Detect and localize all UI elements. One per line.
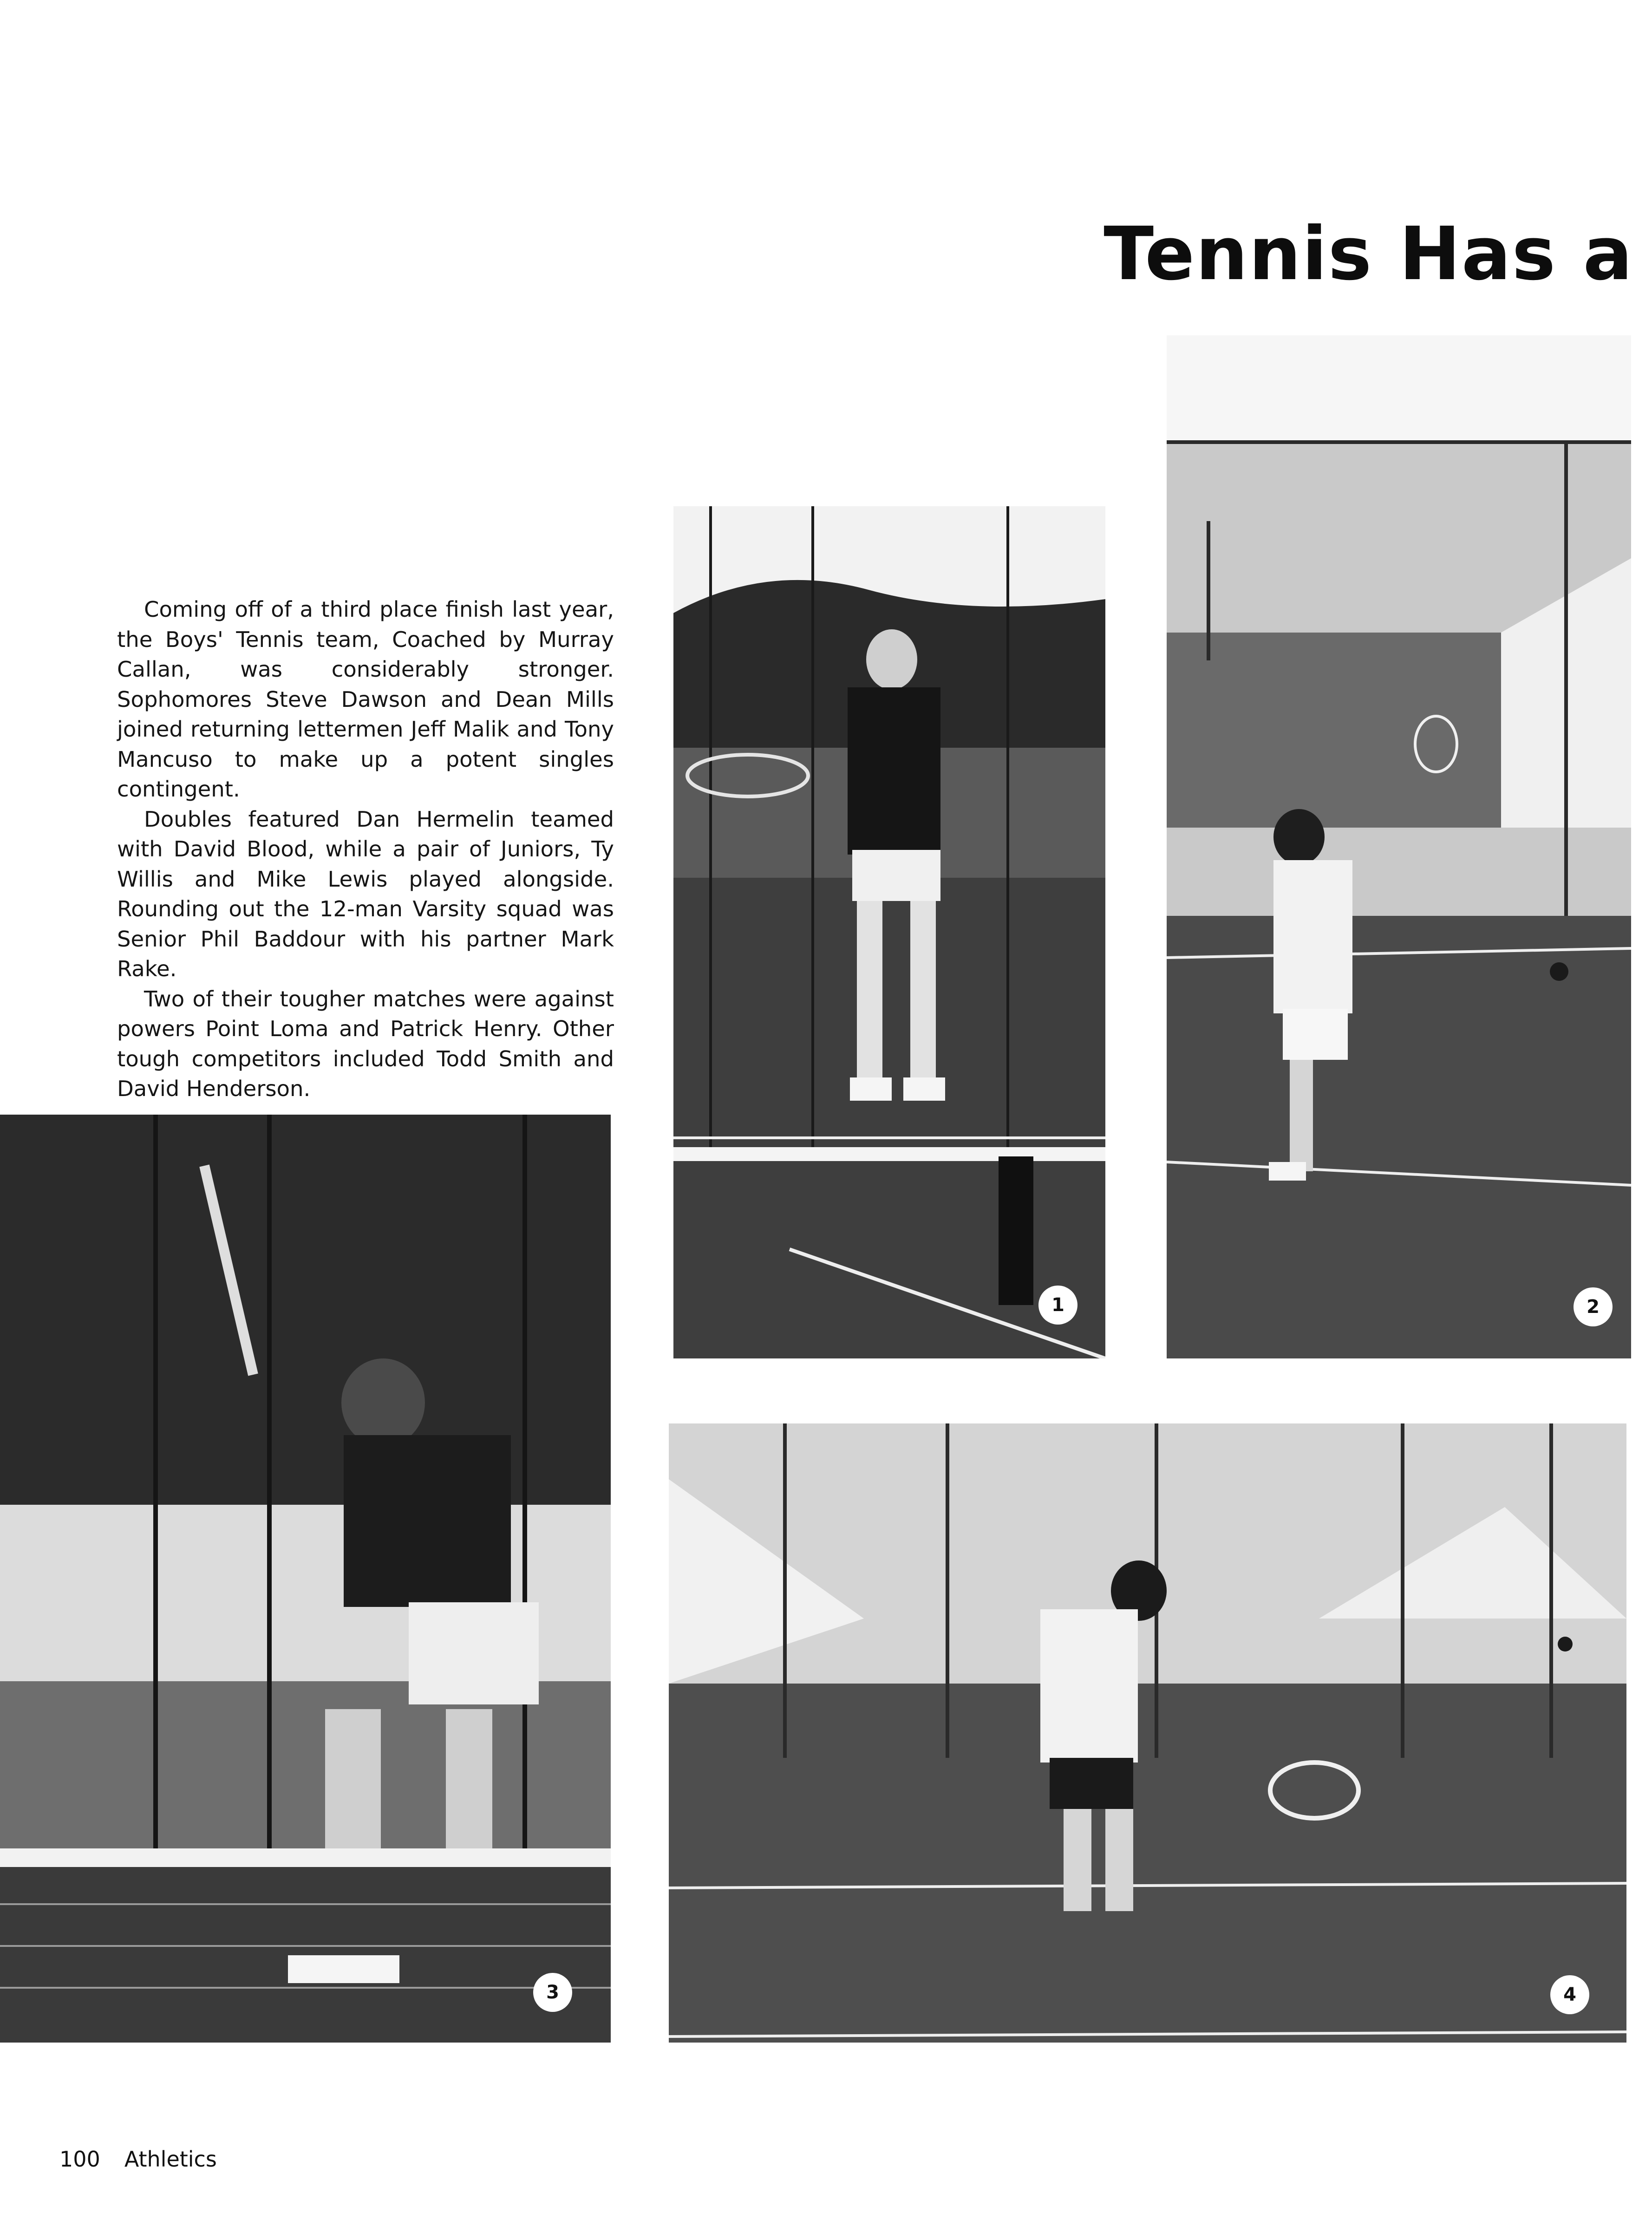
photo-number-badge: 1 [1038,1286,1077,1325]
paragraph: Doubles featured Dan Hermelin teamed with David Blood, while a pair of Juniors, Ty Willis and Mike Lewis played alongside. Rounding out the 12-man Varsity squad was Senior Phil Baddour with his partner Mark Rake. [117,806,614,981]
photo-2 [1167,335,1631,1358]
photo-number-badge: 2 [1574,1287,1613,1326]
article-body [117,594,614,1104]
photo-number-badge: 4 [1550,1975,1589,2014]
paragraph: Two of their tougher matches were against powers Point Loma and Patrick Henry. Other tough competitors included Todd Smith and David Henderson. [117,986,614,1101]
page-footer [59,2147,241,2172]
photo-2-image [1167,335,1631,1358]
photo-number-badge: 3 [533,1973,572,2012]
paragraph: Coming off of a third place finish last year, the Boys' Tennis team, Coached by Murray Callan, was considerably stronger. Sophomores Steve Dawson and Dean Mills joined returning lettermen Jeff Malik and Tony Mancuso to make up a potent singles contingent. [117,597,614,802]
photo-3 [0,1115,611,2043]
photo-1-image [673,506,1105,1358]
page-number: 100 [59,2147,100,2172]
section-name: Athletics [124,2147,217,2172]
photo-4-image [669,1423,1626,2043]
photo-1 [673,506,1105,1358]
page-title: Tennis Has a [1104,211,1633,297]
photo-3-image [0,1115,611,2043]
photo-4 [669,1423,1626,2043]
